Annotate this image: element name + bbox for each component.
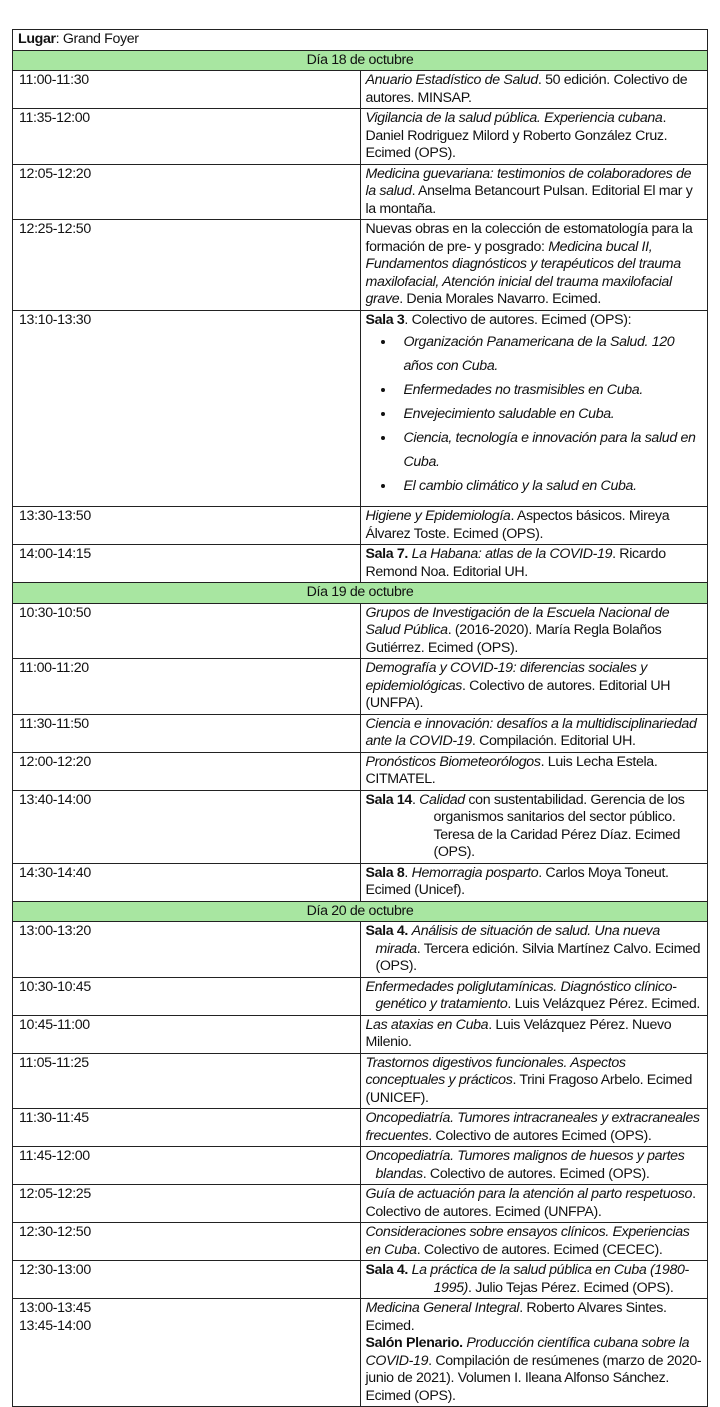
book-title: Oncopediatría. Tumores malignos de huesos y partes blandas [365,1148,685,1182]
room-label: Sala 3 [365,311,405,328]
room-label: Sala 14 [365,791,412,808]
event-text [366,1148,704,1183]
schedule-row [13,109,708,165]
event-text [366,979,704,1014]
book-title: Producción científica cubana sobre la COVID-19 [365,1335,690,1369]
day-title: Día 20 de octubre [13,901,708,922]
book-title: Enfermedades poliglutamínicas. Diagnóstico clínico-genético y tratamiento [365,978,677,1012]
book-title: Medicina General Integral [365,1300,520,1316]
event-text [366,221,693,307]
time-range: 11:30-11:50 [19,715,89,732]
book-title: Calidad [419,791,465,808]
book-title: Medicina guevariana: testimonios de colaboradores de la salud [365,165,692,199]
time-range: 13:10-13:30 [19,311,91,328]
venue-cell [13,30,708,51]
time-slot [13,1299,361,1407]
event-text [366,716,697,750]
time-slot [13,1147,361,1185]
time-range: 12:30-13:00 [19,1262,91,1278]
room-label: Salón Plenario. [365,1335,467,1351]
schedule-row [13,507,708,545]
schedule-row [13,1109,708,1147]
schedule-row [13,659,708,715]
event-description [360,714,708,752]
schedule-row [13,863,708,901]
room-label: Sala 7. [365,546,412,562]
time-range: 11:45-12:00 [19,1148,90,1164]
schedule-row [13,790,708,863]
event-text [366,72,688,106]
book-title: Análisis de situación de salud. Una nueva mirada [375,923,660,957]
event-description [360,863,708,901]
time-range: 11:05-11:25 [19,1054,89,1071]
event-description [360,545,708,583]
time-slot [13,752,361,790]
book-title: Grupos de Investigación de la Escuela Nacional de Salud Pública [365,604,670,638]
book-title: Consideraciones sobre ensayos clínicos. Experiencias en Cuba [365,1224,690,1258]
book-list-item [396,426,704,474]
time-range: 12:05-12:25 [19,1186,91,1202]
venue-value: : Grand Foyer [55,31,139,47]
book-list-item [396,378,704,402]
time-slot [13,1185,361,1223]
book-title: Anuario Estadístico de Salud [365,72,538,88]
book-list-item [396,402,704,426]
time-slot [13,977,361,1015]
schedule-row [13,1015,708,1053]
event-description [360,752,708,790]
event-detail: . Carlos Moya Toneut. Ecimed (Unicef). [365,864,669,898]
time-range: 12:25-12:50 [19,221,91,237]
book-title: Guía de actuación para la atención al parto respetuoso [365,1186,693,1202]
day-header-row [13,50,708,71]
schedule-row [13,220,708,311]
time-slot [13,1109,361,1147]
book-title: Ciencia, tecnología e innovación para la salud en Cuba. [403,430,696,470]
time-range: 14:00-14:15 [19,546,91,562]
event-detail: . Colectivo de autores. Ecimed (CECEC). [416,1241,663,1258]
schedule-row [13,1053,708,1109]
event-description [360,603,708,659]
event-description [360,1053,708,1109]
book-list [366,330,704,498]
time-slot [13,220,361,311]
day-title: Día 18 de octubre [13,50,708,71]
event-description [360,790,708,863]
time-range: 13:45-14:00 [19,1317,91,1334]
event-detail: . Colectivo de autores. Ecimed (OPS): [404,311,632,328]
event-detail: . Aspectos básicos. Mireya Álvarez Toste. Ecimed (OPS). [365,508,670,542]
time-slot [13,659,361,715]
event-text [366,1224,690,1258]
event-description [360,507,708,545]
time-slot [13,863,361,901]
time-slot [13,1053,361,1109]
time-slot [13,1015,361,1053]
book-title: Trastornos digestivos funcionales. Aspectos conceptuales y prácticos [365,1054,626,1088]
event-text [366,1017,672,1051]
event-detail: . Trini Fragoso Arbelo. Ecimed (UNICEF). [365,1072,693,1106]
schedule-row [13,71,708,109]
event-text [366,110,668,161]
event-detail: . Compilación. Editorial UH. [471,733,636,749]
day-title: Día 19 de octubre [13,583,708,604]
time-range: 10:45-11:00 [19,1016,90,1033]
book-title: Medicina bucal II, Fundamentos diagnósticos y terapéuticos del trauma maxilofacial, Atención inicial del trauma maxilofacial grave [365,238,681,307]
schedule-body [13,30,708,1407]
book-title: Organización Panamericana de la Salud. 120 años con Cuba. [403,334,675,374]
time-range: 11:00-11:20 [19,660,89,676]
time-range: 13:40-14:00 [19,791,91,808]
event-text [366,605,670,656]
event-detail: . [404,864,412,881]
event-detail: . Luis Lecha Estela. CITMATEL. [365,753,658,787]
event-text [366,792,704,862]
event-description [360,310,708,507]
event-detail: . Compilación de resúmenes (marzo de 2020-junio de 2021). Volumen I. Ileana Alfonso Sánchez. Ecimed (OPS). [365,1352,702,1404]
room-label: Sala 4. [365,1262,412,1278]
time-slot [13,71,361,109]
day-header-row [13,583,708,604]
time-range: 12:05-12:20 [19,165,91,182]
event-text [366,1110,700,1144]
event-text [366,312,632,328]
book-title: Oncopediatría. Tumores intracraneales y extracraneales frecuentes [365,1110,700,1144]
time-slot [13,310,361,507]
event-description [360,164,708,220]
event-description [360,71,708,109]
event-detail: . (2016-2020). María Regla Bolaños Gutiérrez. Ecimed (OPS). [365,622,662,656]
schedule-row [13,545,708,583]
event-detail: . Tercera edición. Silvia Martínez Calvo. Ecimed (OPS). [375,940,701,974]
time-slot [13,545,361,583]
room-label: Sala 8 [365,864,405,881]
event-text [366,1300,702,1404]
event-text [366,1055,693,1106]
schedule-row [13,977,708,1015]
time-range: 10:30-10:50 [19,604,91,621]
schedule-row [13,603,708,659]
time-range: 13:00-13:20 [19,923,91,939]
schedule-row [13,164,708,220]
schedule-row [13,1185,708,1223]
time-range: 11:30-11:45 [19,1110,89,1126]
time-slot [13,790,361,863]
book-title: La práctica de la salud pública en Cuba (1980-1995) [411,1262,689,1296]
event-description [360,1147,708,1185]
event-description [360,1223,708,1261]
event-detail: . Denia Morales Navarro. Ecimed. [399,291,601,307]
event-text [366,660,671,711]
event-description [360,1015,708,1053]
time-slot [13,507,361,545]
book-title: Ciencia e innovación: desafíos a la multidisciplinariedad ante la COVID-19 [365,715,697,749]
event-detail: Nuevas obras en la colección de estomatología para la formación de pre- y posgrado: [365,221,693,255]
event-detail: . Colectivo de autores Ecimed (OPS). [428,1127,652,1144]
time-range: 14:30-14:40 [19,864,91,881]
event-detail: . Colectivo de autores. Ecimed (UNFPA). [365,1186,696,1220]
event-description [360,220,708,311]
time-range: 13:00-13:45 [19,1300,91,1316]
book-title: Demografía y COVID-19: diferencias sociales y epidemiológicas [365,660,648,694]
book-title: Envejecimiento saludable en Cuba. [403,406,615,422]
event-text [366,1186,696,1220]
event-description [360,1299,708,1407]
book-title: La Habana: atlas de la COVID-19 [411,546,613,562]
time-range: 13:30-13:50 [19,508,91,524]
book-title: Vigilancia de la salud pública. Experiencia cubana [365,110,663,126]
book-title: Pronósticos Biometeorólogos [365,753,541,770]
venue-row [13,30,708,51]
event-text [366,546,666,580]
book-list-item [396,474,704,498]
event-description [360,659,708,715]
time-slot [13,164,361,220]
venue-label: Lugar [18,31,56,47]
day-header-row [13,901,708,922]
time-range: 10:30-10:45 [19,978,91,995]
event-detail: . Julio Tejas Pérez. Ecimed (OPS). [468,1279,674,1296]
time-range: 11:00-11:30 [19,72,89,88]
event-text [366,923,704,976]
time-slot [13,603,361,659]
time-slot [13,714,361,752]
event-detail: . Colectivo de autores. Editorial UH (UNFPA). [365,677,671,711]
time-range: 11:35-12:00 [19,110,90,126]
book-title: El cambio climático y la salud en Cuba. [403,478,637,494]
schedule-row [13,714,708,752]
event-text [366,166,693,217]
schedule-table [12,29,708,1407]
schedule-row [13,1147,708,1185]
event-detail: . Anselma Betancourt Pulsan. Editorial El mar y la montaña. [365,183,693,217]
schedule-row [13,1223,708,1261]
event-description [360,977,708,1015]
book-title: Las ataxias en Cuba [365,1016,489,1033]
time-slot [13,922,361,978]
event-detail: . Colectivo de autores. Ecimed (OPS). [422,1165,650,1182]
event-text [366,754,658,788]
book-title: Hemorragia posparto [411,864,539,881]
event-detail: . Ricardo Remond Noa. Editorial UH. [365,546,666,580]
room-label: Sala 4. [365,923,412,939]
event-text [366,865,669,899]
schedule-row [13,922,708,978]
schedule-row [13,1299,708,1407]
event-detail: . 50 edición. Colectivo de autores. MINSAP. [365,72,688,106]
event-description [360,1109,708,1147]
schedule-row [13,310,708,507]
event-detail: . [411,791,420,808]
book-title: Higiene y Epidemiología [365,508,511,524]
book-title: Enfermedades no trasmisibles en Cuba. [403,382,643,398]
event-text [366,508,670,542]
event-detail: . Daniel Rodriguez Milord y Roberto González Cruz. Ecimed (OPS). [365,110,668,161]
event-description [360,922,708,978]
event-detail: . Luis Velázquez Pérez. Ecimed. [507,996,701,1012]
time-range: 12:00-12:20 [19,753,91,770]
book-list-item [396,330,704,378]
event-detail: con sustentabilidad. Gerencia de los organismos sanitarios del sector público. Teresa de la Caridad Pérez Díaz. Ecimed (OPS). [433,791,685,860]
time-slot [13,109,361,165]
schedule-document [12,29,708,1407]
time-slot [13,1223,361,1261]
event-description [360,109,708,165]
event-detail: . Roberto Alvares Sintes. Ecimed. [365,1300,667,1334]
event-description [360,1185,708,1223]
time-range: 12:30-12:50 [19,1224,91,1240]
event-detail: . Luis Velázquez Pérez. Nuevo Milenio. [365,1016,672,1050]
schedule-row [13,752,708,790]
